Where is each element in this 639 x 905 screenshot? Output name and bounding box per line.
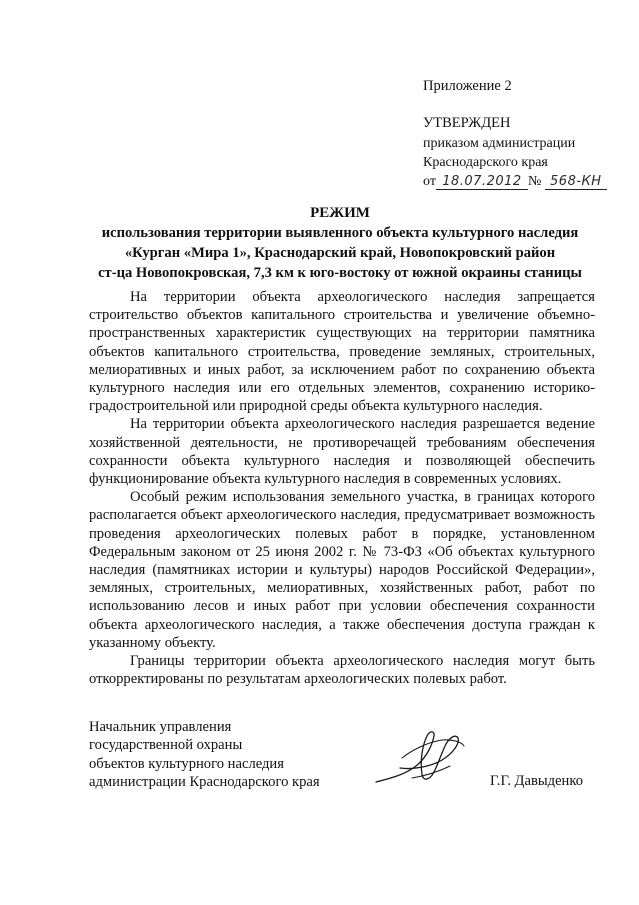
- approval-line-1: приказом администрации: [423, 136, 576, 151]
- paragraph-4: Границы территории объекта археологического наследия могут быть откорректированы по результатам археологических полевых работ.: [89, 653, 595, 688]
- title-head: РЕЖИМ: [310, 205, 370, 221]
- paragraph-1: На территории объекта археологического наследия запрещается строительство объектов капитального строительства и увеличение объемно-пространственных характеристик существующих на территории памятника объектов капитального строительства, проведение земляных, строительных, мелиоративных и иных работ, за исключением работ по сохранению объекта культурного наследия или его отдельных элементов, сохранению историко-градостроительной или природной среды объекта культурного наследия.: [89, 289, 595, 415]
- order-number-handwritten: 568-КН: [545, 175, 607, 190]
- signatory-position: [89, 718, 320, 792]
- order-number-prefix: №: [527, 174, 542, 189]
- document-title: [40, 203, 639, 283]
- order-date-handwritten: 18.07.2012: [436, 175, 528, 190]
- position-line-4: администрации Краснодарского края: [89, 774, 320, 791]
- approval-line-2: Краснодарского края: [423, 155, 548, 170]
- body-text: [89, 288, 595, 688]
- approval-status: УТВЕРЖДЕН: [423, 115, 511, 131]
- title-line-1: использования территории выявленного объекта культурного наследия: [101, 225, 579, 241]
- paragraph-3: Особый режим использования земельного участка, в границах которого располагается объект археологического наследия, предусматривает возможность проведения археологических полевых работ в порядке, установленном Федеральным законом от 25 июня 2002 г. № 73-ФЗ «Об объектах культурного наследия (памятниках истории и культуры) народов Российской Федерации», земляных, строительных, мелиоративных, хозяйственных работ, работ по использованию лесов и иных работ при условии обеспечения сохранности объекта археологического наследия, а также обеспечения доступа граждан к указанному объекту.: [89, 489, 595, 651]
- paragraph-2: На территории объекта археологического наследия разрешается ведение хозяйственной деятельности, не противоречащей требованиям обеспечения сохранности объекта культурного наследия и позволяющей обеспечить функционирование объекта культурного наследия в современных условиях.: [89, 416, 595, 488]
- appendix-label: Приложение 2: [423, 78, 512, 94]
- title-line-3: ст-ца Новопокровская, 7,3 км к юго-востоку от южной окраины станицы: [98, 265, 582, 281]
- approval-block: [423, 114, 607, 191]
- order-line: [423, 172, 607, 191]
- order-from-prefix: от: [423, 174, 436, 189]
- position-line-2: государственной охраны: [89, 737, 243, 754]
- position-line-1: Начальник управления: [89, 719, 232, 735]
- signer-name: Г.Г. Давыденко: [490, 773, 584, 789]
- position-line-3: объектов культурного наследия: [89, 755, 284, 772]
- title-line-2: «Курган «Мира 1», Краснодарский край, Новопокровский район: [124, 245, 556, 261]
- handwritten-signature: [372, 728, 468, 788]
